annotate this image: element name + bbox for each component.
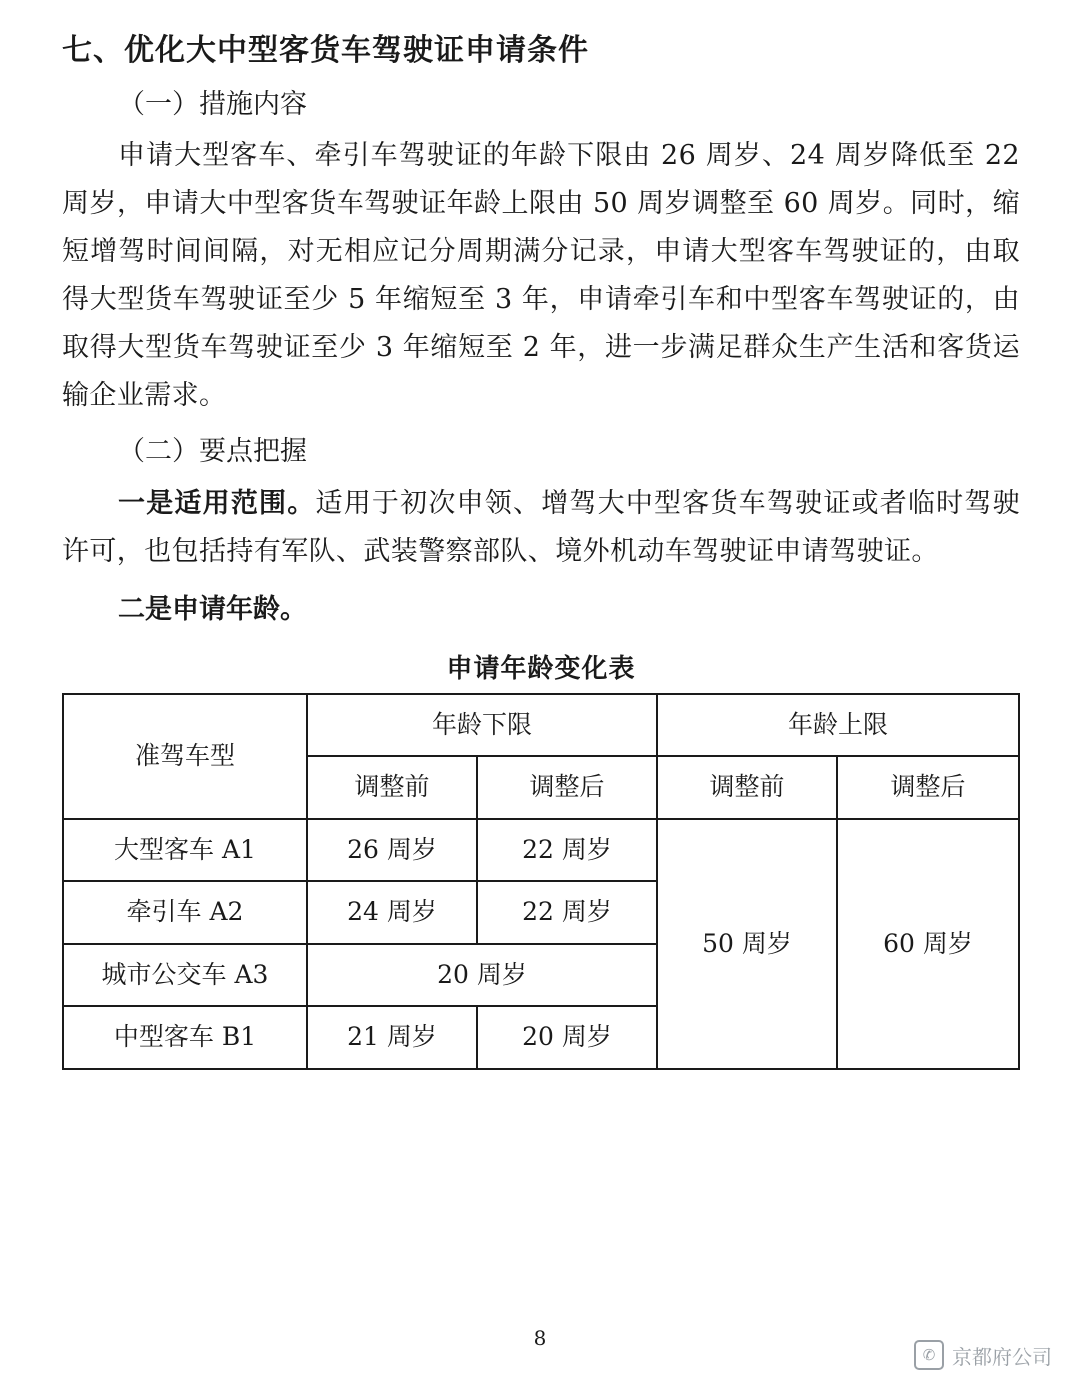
header-lower-limit: 年龄下限 [307,694,657,757]
cell-vehicle-type: 中型客车 B1 [63,1006,307,1069]
cell-lower-before: 21 周岁 [307,1006,477,1069]
cell-lower-before: 24 周岁 [307,881,477,944]
cell-vehicle-type: 牵引车 A2 [63,881,307,944]
section-heading-measures: （一）措施内容 [118,89,307,120]
section-heading-keypoints: （二）要点把握 [118,436,307,468]
cell-lower-after: 22 周岁 [477,881,657,944]
cell-lower-before: 26 周岁 [307,819,477,882]
page-number: 8 [533,1326,547,1350]
paragraph-measures: 申请大型客车、牵引车驾驶证的年龄下限由 26 周岁、24 周岁降低至 22 周岁，申请大中型客货车驾驶证年龄上限由 50 周岁调整至 60 周岁。同时，缩短增驾时间间隔，对无相应记分周期满分记录，申请大型客车驾驶证的，由取得大型货车驾驶证至少 5 年缩短至 3 年，申请牵引车和中型客车驾驶证的，由取得大型货车驾驶证至少 3 年缩短至 2 年，进一步满足群众生产生活和客货运输企业需求。 [62,140,1020,412]
table-header-row-1 [63,694,1019,757]
cell-vehicle-type: 城市公交车 A3 [63,944,307,1007]
header-lower-after: 调整后 [477,756,657,819]
header-upper-after: 调整后 [837,756,1019,819]
cell-vehicle-type: 大型客车 A1 [63,819,307,882]
cell-lower-merged: 20 周岁 [307,944,657,1007]
age-change-table [62,693,1020,1070]
keypoint-two-lead: 二是申请年龄。 [118,593,307,625]
page-title: 七、优化大中型客货车驾驶证申请条件 [62,33,589,68]
header-lower-before: 调整前 [307,756,477,819]
header-upper-limit: 年龄上限 [657,694,1019,757]
cell-upper-after-merged: 60 周岁 [837,819,1019,1069]
wechat-icon: ✆ [914,1340,944,1370]
paragraph-scope [62,480,1020,576]
keypoint-one-lead: 一是适用范围。 [118,487,316,519]
keypoint-one-text: 适用于初次申领、增驾大中型客货车驾驶证或者临时驾驶许可，也包括持有军队、武装警察部队、境外机动车驾驶证申请驾驶证。 [62,487,1020,567]
table-row [63,819,1019,882]
table-caption: 申请年龄变化表 [446,653,636,684]
cell-lower-after: 22 周岁 [477,819,657,882]
header-vehicle-type: 准驾车型 [63,694,307,819]
cell-upper-before-merged: 50 周岁 [657,819,837,1069]
watermark [914,1340,1052,1370]
header-upper-before: 调整前 [657,756,837,819]
watermark-label: 京都府公司 [952,1346,1052,1369]
cell-lower-after: 20 周岁 [477,1006,657,1069]
